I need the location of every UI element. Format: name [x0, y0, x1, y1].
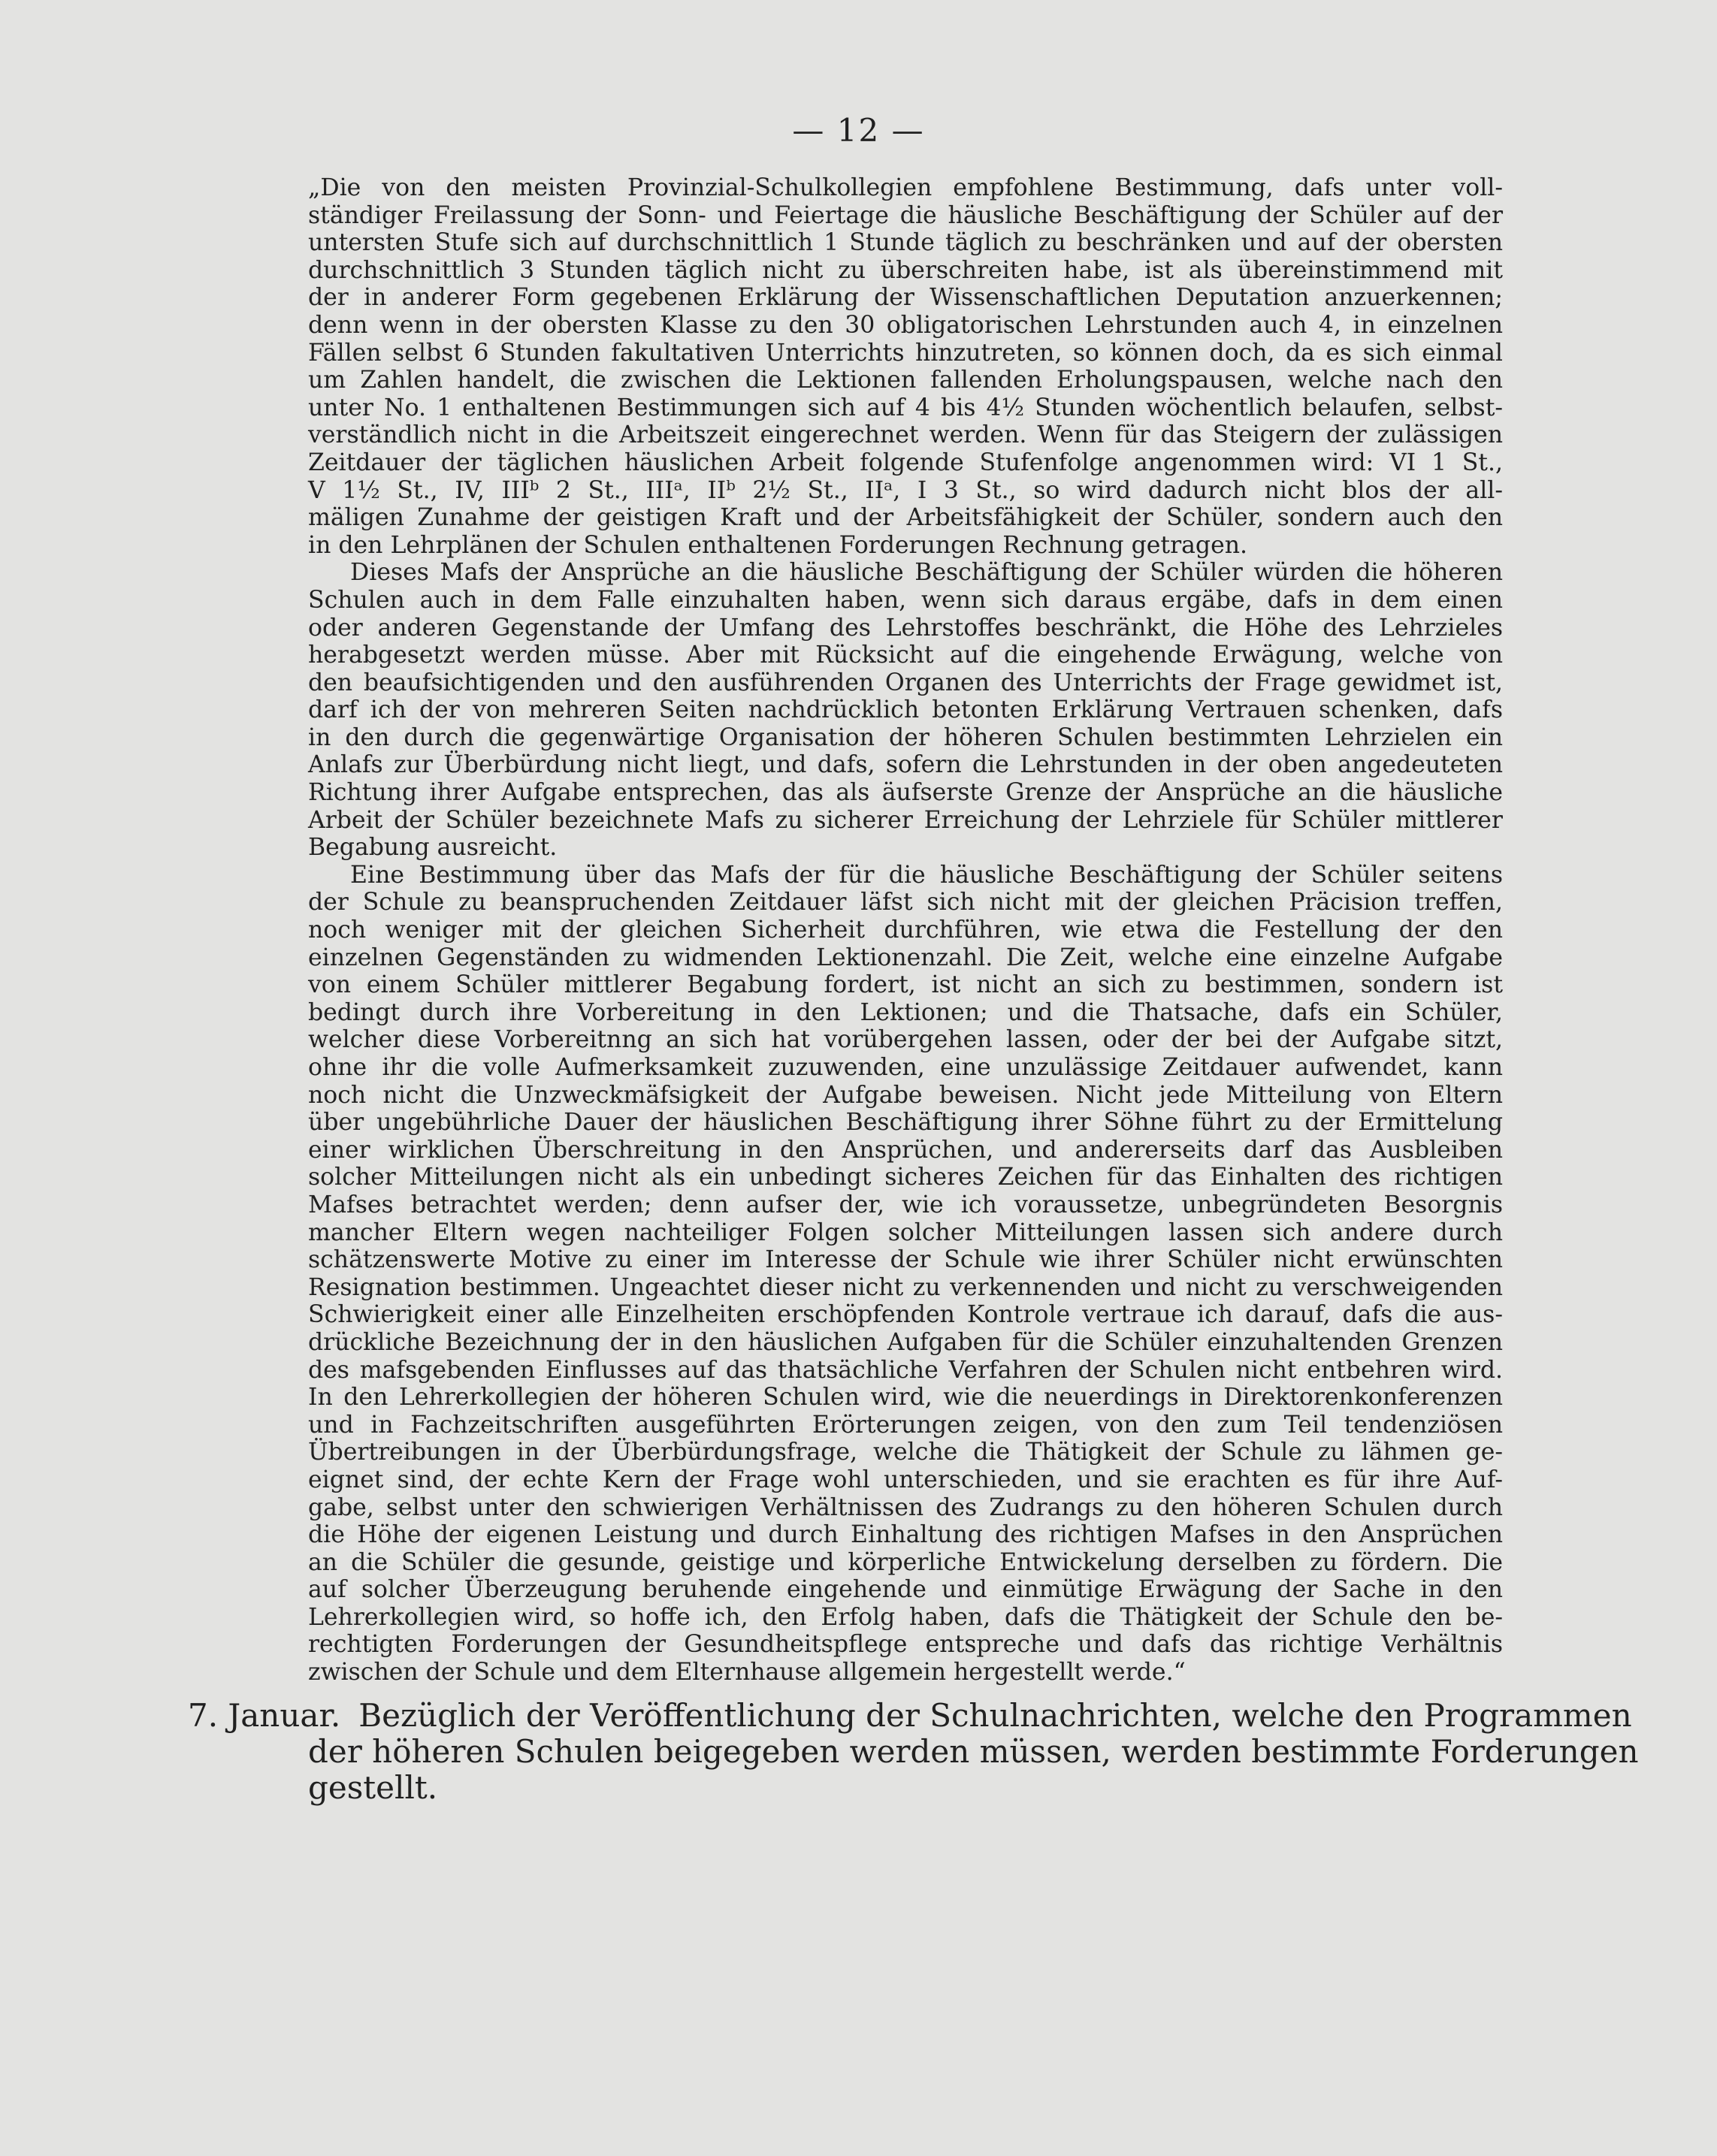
quoted-decree-text	[308, 174, 1503, 1686]
text-line: des mafsgebenden Einflusses auf das thatsächliche Verfahren der Schulen nicht entbehren wird.	[308, 1356, 1503, 1384]
text-line: an die Schüler die gesunde, geistige und körperliche Entwickelung derselben zu fördern. Die	[308, 1548, 1503, 1576]
text-line: verständlich nicht in die Arbeitszeit eingerechnet werden. Wenn für das Steigern der zulässigen	[308, 421, 1503, 449]
page-number: — 12 —	[792, 112, 925, 149]
text-line: einer wirklichen Überschreitung in den Ansprüchen, und andererseits darf das Ausbleiben	[308, 1136, 1503, 1164]
text-line: der Schule zu beanspruchenden Zeitdauer läfst sich nicht mit der gleichen Präcision treffen,	[308, 889, 1503, 916]
text-line: Schwierigkeit einer alle Einzelheiten erschöpfenden Kontrole vertraue ich darauf, dafs die aus-	[308, 1301, 1503, 1329]
text-line: Begabung ausreicht.	[308, 834, 558, 862]
text-line: durchschnittlich 3 Stunden täglich nicht zu überschreiten habe, ist als übereinstimmend mit	[308, 256, 1503, 284]
text-line: welcher diese Vorbereitnng an sich hat vorübergehen lassen, oder der bei der Aufgabe sitzt,	[308, 1026, 1503, 1054]
text-line: herabgesetzt werden müsse. Aber mit Rücksicht auf die eingehende Erwägung, welche von	[308, 642, 1503, 669]
text-line: In den Lehrerkollegien der höheren Schulen wird, wie die neuerdings in Direktorenkonferenzen	[308, 1384, 1503, 1412]
entry-line-text: der höheren Schulen beigegeben werden müssen, werden bestimmte Forderungen	[308, 1733, 1639, 1770]
text-line: untersten Stufe sich auf durchschnittlich 1 Stunde täglich zu beschränken und auf der obersten	[308, 229, 1503, 257]
text-line: die Höhe der eigenen Leistung und durch Einhaltung des richtigen Mafses in den Ansprüchen	[308, 1521, 1503, 1549]
text-line: Arbeit der Schüler bezeichnete Mafs zu sicherer Erreichung der Lehrziele für Schüler mittlerer	[308, 806, 1503, 834]
text-line: mancher Eltern wegen nachteiliger Folgen solcher Mitteilungen lassen sich andere durch	[308, 1218, 1503, 1246]
text-line: bedingt durch ihre Vorbereitung in den Lektionen; und die Thatsache, dafs ein Schüler,	[308, 998, 1503, 1026]
text-line: Zeitdauer der täglichen häuslichen Arbeit folgende Stufenfolge angenommen wird: VI 1 St.,	[308, 448, 1503, 476]
text-line: Resignation bestimmen. Ungeachtet dieser nicht zu verkennenden und nicht zu verschweigenden	[308, 1273, 1503, 1301]
text-line: Dieses Mafs der Ansprüche an die häusliche Beschäftigung der Schüler würden die höheren	[350, 559, 1503, 587]
text-line: von einem Schüler mittlerer Begabung fordert, ist nicht an sich zu bestimmen, sondern ist	[308, 971, 1503, 999]
text-line: in den Lehrplänen der Schulen enthaltenen Forderungen Rechnung getragen.	[308, 531, 1248, 559]
text-line: Fällen selbst 6 Stunden fakultativen Unterrichts hinzutreten, so können doch, da es sich einmal	[308, 339, 1503, 367]
entry-first-line	[188, 1697, 1632, 1734]
text-line: mäligen Zunahme der geistigen Kraft und der Arbeitsfähigkeit der Schüler, sondern auch den	[308, 504, 1503, 532]
text-line: oder anderen Gegenstande der Umfang des Lehrstoffes beschränkt, die Höhe des Lehrzieles	[308, 614, 1503, 642]
text-line: V 1½ St., IV, IIIᵇ 2 St., IIIᵃ, IIᵇ 2½ St., IIᵃ, I 3 St., so wird dadurch nicht blos der all-	[308, 476, 1503, 504]
dated-entry	[188, 1697, 1639, 1806]
text-line: solcher Mitteilungen nicht als ein unbedingt sicheres Zeichen für das Einhalten des richtigen	[308, 1164, 1503, 1191]
paragraph	[308, 174, 1503, 559]
text-line: in den durch die gegenwärtige Organisation der höheren Schulen bestimmten Lehrzielen ein	[308, 723, 1503, 751]
text-line: drückliche Bezeichnung der in den häuslichen Aufgaben für die Schüler einzuhaltenden Grenzen	[308, 1328, 1503, 1356]
text-line: Anlafs zur Überbürdung nicht liegt, und dafs, sofern die Lehrstunden in der oben angedeuteten	[308, 751, 1503, 779]
text-line: Übertreibungen in der Überbürdungsfrage, welche die Thätigkeit der Schule zu lähmen ge-	[308, 1439, 1503, 1466]
text-line: Richtung ihrer Aufgabe entsprechen, das als äufserste Grenze der Ansprüche an die häusliche	[308, 779, 1503, 807]
text-line: ohne ihr die volle Aufmerksamkeit zuzuwenden, eine unzulässige Zeitdauer aufwendet, kann	[308, 1054, 1503, 1081]
entry-date: 7. Januar.	[188, 1697, 341, 1734]
entry-line-text: Bezüglich der Veröffentlichung der Schulnachrichten, welche den Programmen	[358, 1697, 1632, 1734]
text-line: Mafses betrachtet werden; denn aufser der, wie ich voraussetze, unbegründeten Besorgnis	[308, 1191, 1503, 1218]
text-line: Lehrerkollegien wird, so hoffe ich, den Erfolg haben, dafs die Thätigkeit der Schule den be-	[308, 1603, 1503, 1631]
text-line: unter No. 1 enthaltenen Bestimmungen sich auf 4 bis 4½ Stunden wöchentlich belaufen, selbst-	[308, 394, 1503, 421]
entry-line-text: gestellt.	[308, 1769, 438, 1806]
text-line: gabe, selbst unter den schwierigen Verhältnissen des Zudrangs zu den höheren Schulen durch	[308, 1493, 1503, 1521]
paragraph	[308, 559, 1503, 862]
text-line: Eine Bestimmung über das Mafs der für die häusliche Beschäftigung der Schüler seitens	[350, 861, 1503, 889]
text-line: den beaufsichtigenden und den ausführenden Organen des Unterrichts der Frage gewidmet ist,	[308, 669, 1503, 696]
text-line: ständiger Freilassung der Sonn- und Feiertage die häusliche Beschäftigung der Schüler auf der	[308, 201, 1503, 229]
text-line: noch nicht die Unzweckmäfsigkeit der Aufgabe beweisen. Nicht jede Mitteilung von Eltern	[308, 1081, 1503, 1109]
text-line: denn wenn in der obersten Klasse zu den 30 obligatorischen Lehrstunden auch 4, in einzelnen	[308, 311, 1503, 339]
text-line: darf ich der von mehreren Seiten nachdrücklich betonten Erklärung Vertrauen schenken, dafs	[308, 696, 1503, 724]
text-line: Schulen auch in dem Falle einzuhalten haben, wenn sich daraus ergäbe, dafs in dem einen	[308, 586, 1503, 614]
text-line: auf solcher Überzeugung beruhende eingehende und einmütige Erwägung der Sache in den	[308, 1576, 1503, 1604]
text-line: schätzenswerte Motive zu einer im Interesse der Schule wie ihrer Schüler nicht erwünschten	[308, 1246, 1503, 1274]
text-line: um Zahlen handelt, die zwischen die Lektionen fallenden Erholungspausen, welche nach den	[308, 367, 1503, 394]
text-line: rechtigten Forderungen der Gesundheitspflege entspreche und dafs das richtige Verhältnis	[308, 1631, 1503, 1659]
text-line: noch weniger mit der gleichen Sicherheit durchführen, wie etwa die Festellung der den	[308, 916, 1503, 944]
text-line: zwischen der Schule und dem Elternhause allgemein hergestellt werde.“	[308, 1659, 1186, 1686]
paragraph	[308, 862, 1503, 1686]
text-line: eignet sind, der echte Kern der Frage wohl unterschieden, und sie erachten es für ihre Auf-	[308, 1466, 1503, 1493]
text-line: „Die von den meisten Provinzial-Schulkollegien empfohlene Bestimmung, dafs unter voll-	[308, 174, 1503, 201]
text-line: über ungebührliche Dauer der häuslichen Beschäftigung ihrer Söhne führt zu der Ermittelung	[308, 1109, 1503, 1137]
text-line: einzelnen Gegenständen zu widmenden Lektionenzahl. Die Zeit, welche eine einzelne Aufgabe	[308, 944, 1503, 971]
text-line: der in anderer Form gegebenen Erklärung der Wissenschaftlichen Deputation anzuerkennen;	[308, 284, 1503, 312]
text-line: und in Fachzeitschriften ausgeführten Erörterungen zeigen, von den zum Teil tendenziösen	[308, 1411, 1503, 1439]
